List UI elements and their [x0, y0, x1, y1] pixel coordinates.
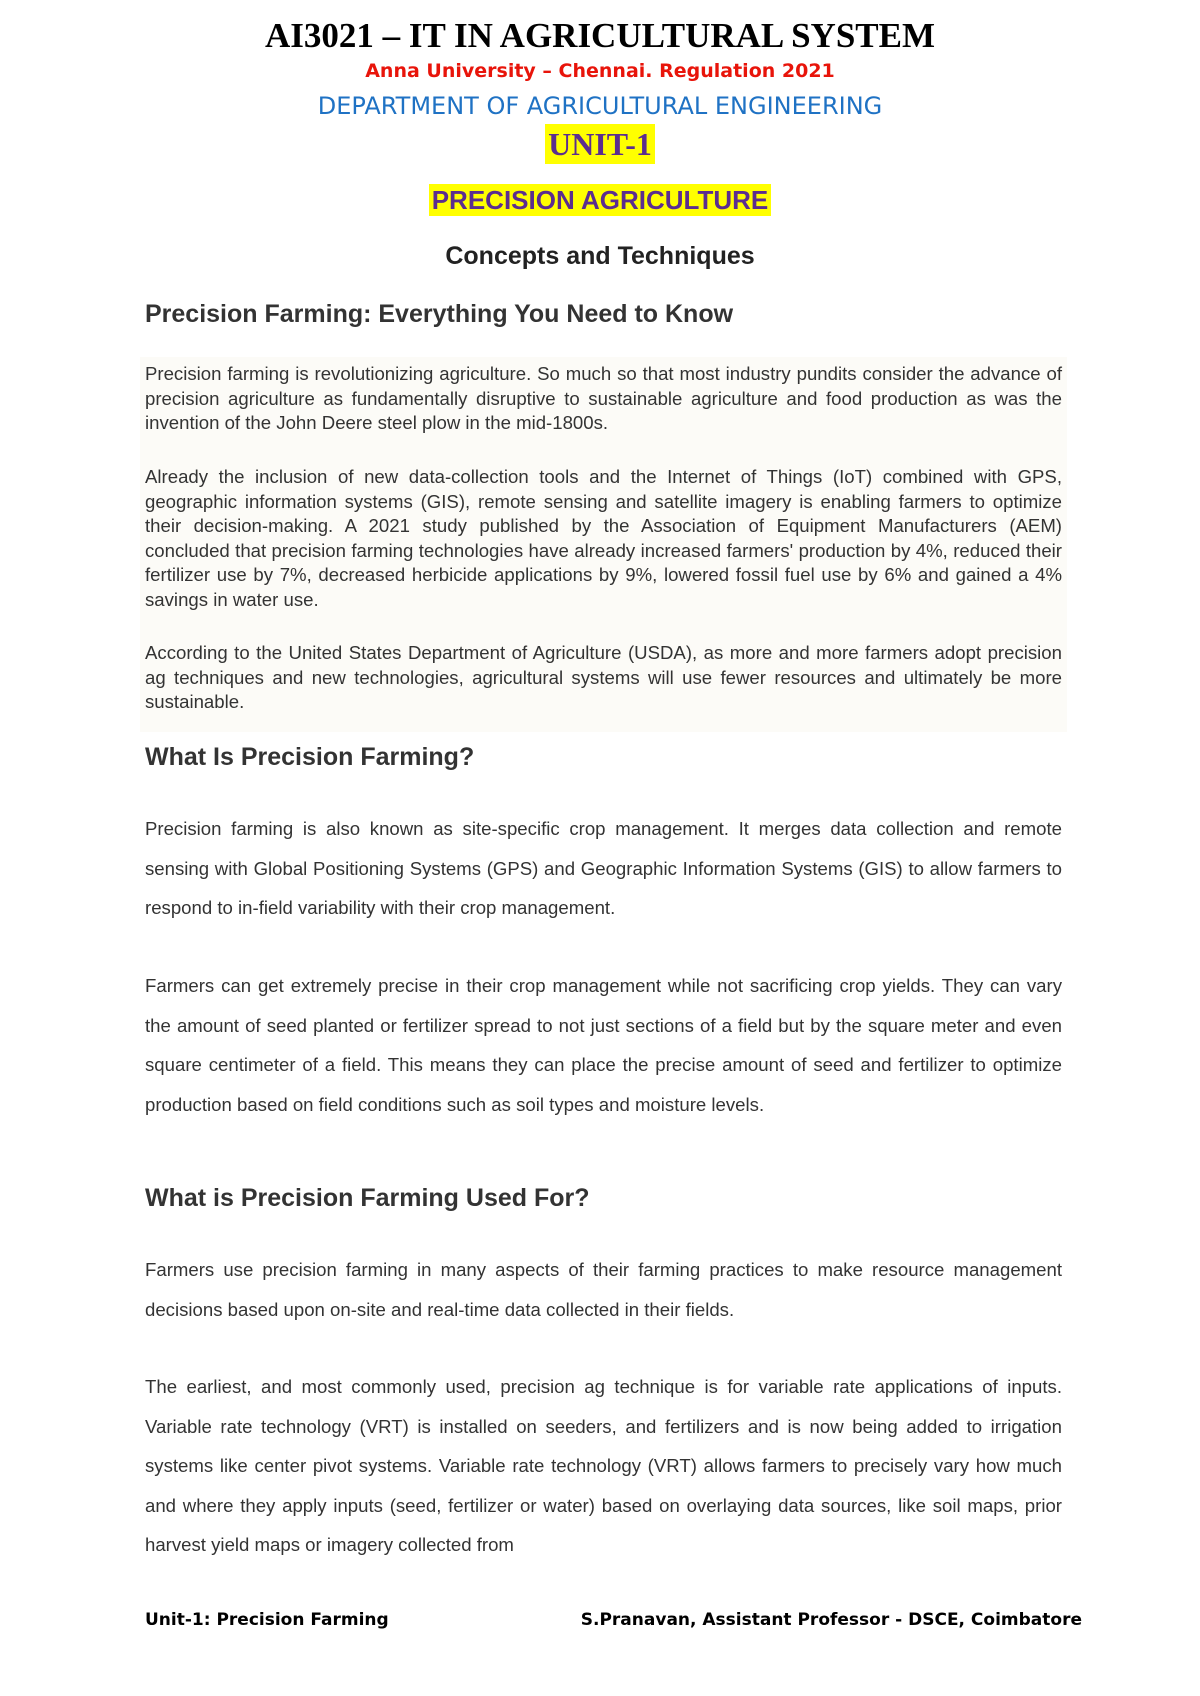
department-heading: DEPARTMENT OF AGRICULTURAL ENGINEERING — [317, 92, 883, 120]
course-title: AI3021 – IT IN AGRICULTURAL SYSTEM — [264, 16, 936, 55]
intro-paragraph-2: Already the inclusion of new data-collection tools and the Internet of Things (IoT) combined with GPS, geographic information systems (GIS), remote sensing and satellite imagery is enabling farmers to optimize their decision-making. A 2021 study published by the Association of Equipment Manufacturers (AEM) concluded that precision farming technologies have already increased farmers' production by 4%, reduced their fertilizer use by 7%, decreased herbicide applications by 9%, lowered fossil fuel use by 6% and gained a 4% savings in water use. — [145, 466, 1062, 610]
section-heading-what-is: What Is Precision Farming? — [145, 743, 475, 771]
section-heading-intro: Precision Farming: Everything You Need to Know — [145, 300, 734, 328]
subtopic-heading: Concepts and Techniques — [445, 242, 755, 270]
university-subtitle: Anna University – Chennai. Regulation 2021 — [365, 60, 835, 82]
footer-right-text: S.Pranavan, Assistant Professor - DSCE, Coimbatore — [580, 1610, 1082, 1630]
used-for-paragraph-1: Farmers use precision farming in many aspects of their farming practices to make resource management decisions based upon on-site and real-time data collected in their fields. — [145, 1259, 1062, 1320]
what-is-paragraph-1: Precision farming is also known as site-specific crop management. It merges data collection and remote sensing with Global Positioning Systems (GPS) and Geographic Information Systems (GIS) to allow farmers to respond to in-field variability with their crop management. — [145, 818, 1062, 918]
topic-heading-row — [0, 184, 1200, 216]
footer-left-text: Unit-1: Precision Farming — [145, 1610, 389, 1630]
used-for-paragraph-2: The earliest, and most commonly used, precision ag technique is for variable rate applications of inputs. Variable rate technology (VRT) is installed on seeders, and fertilizers and is now being added to irrigation systems like center pivot systems. Variable rate technology (VRT) allows farmers to precisely vary how much and where they apply inputs (seed, fertilizer or water) based on overlaying data sources, like soil maps, prior harvest yield maps or imagery collected from — [145, 1376, 1062, 1555]
intro-paragraph-1: Precision farming is revolutionizing agriculture. So much so that most industry pundits consider the advance of precision agriculture as fundamentally disruptive to sustainable agriculture and food production as was the invention of the John Deere steel plow in the mid-1800s. — [145, 363, 1062, 433]
unit-heading-row — [0, 124, 1200, 164]
what-is-paragraph-2: Farmers can get extremely precise in their crop management while not sacrificing crop yields. They can vary the amount of seed planted or fertilizer spread to not just sections of a field but by the square meter and even square centimeter of a field. This means they can place the precise amount of seed and fertilizer to optimize production based on field conditions such as soil types and moisture levels. — [145, 975, 1062, 1115]
topic-heading: PRECISION AGRICULTURE — [429, 184, 772, 216]
unit-heading: UNIT-1 — [545, 124, 655, 164]
intro-paragraph-3: According to the United States Department of Agriculture (USDA), as more and more farmers adopt precision ag techniques and new technologies, agricultural systems will use fewer resources and ultimately be more sustainable. — [145, 642, 1062, 712]
section-heading-used-for: What is Precision Farming Used For? — [145, 1184, 590, 1212]
